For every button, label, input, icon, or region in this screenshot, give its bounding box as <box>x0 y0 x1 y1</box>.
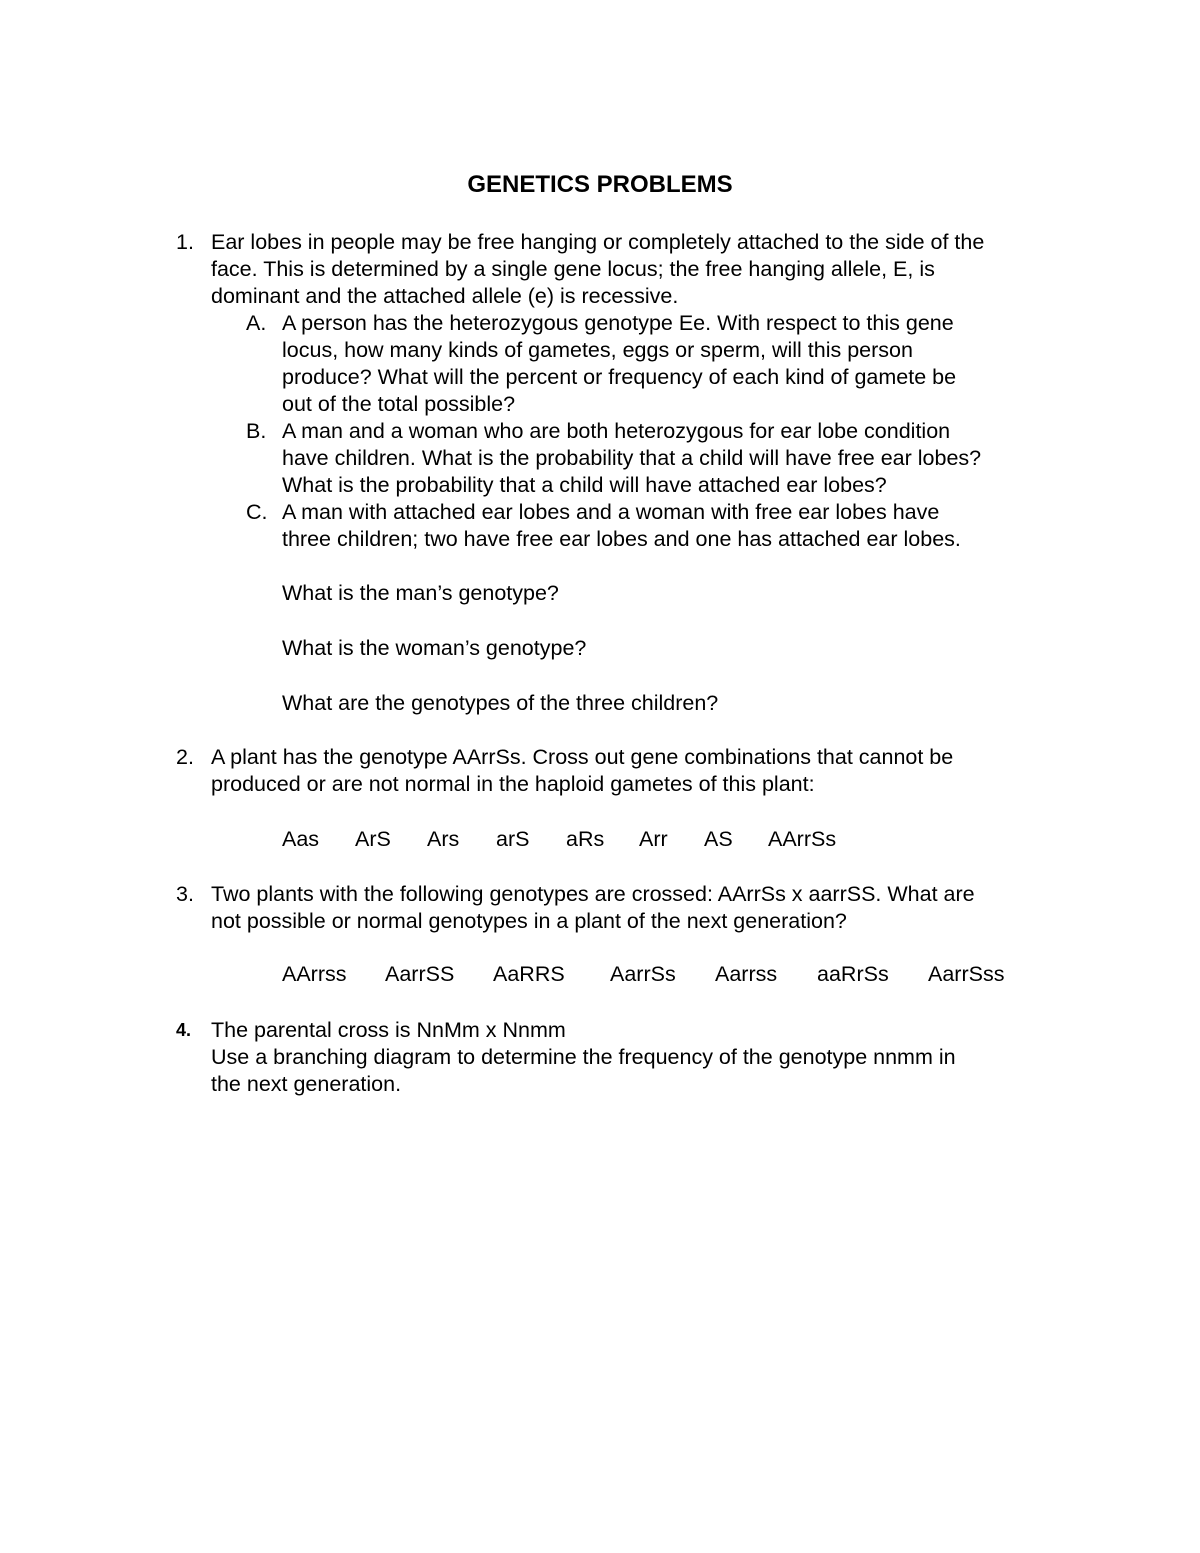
gamete-option: AS <box>704 827 733 851</box>
question-text-line: The parental cross is NnMm x Nnmm <box>211 1018 566 1042</box>
sub-question-text-line: A man with attached ear lobes and a woman with free ear lobes have <box>282 500 940 524</box>
genotype-option: AarrSss <box>928 962 1005 986</box>
genotype-option: AArrss <box>282 962 347 986</box>
page-title: GENETICS PROBLEMS <box>467 171 733 198</box>
genotype-option: AaRRS <box>493 962 565 986</box>
genotype-option: AarrSS <box>385 962 455 986</box>
question-text-line: dominant and the attached allele (e) is recessive. <box>211 284 679 308</box>
question-number: 2. <box>176 745 194 769</box>
gamete-option: Arr <box>639 827 668 851</box>
gamete-option: Aas <box>282 827 320 851</box>
children-genotype-question: What are the genotypes of the three children? <box>282 691 719 715</box>
sub-question-text-line: A person has the heterozygous genotype Ee. With respect to this gene <box>282 311 954 335</box>
question-text-line: the next generation. <box>211 1072 402 1096</box>
gamete-option: arS <box>496 827 530 851</box>
gamete-option: aRs <box>566 827 605 851</box>
question-number: 1. <box>176 230 194 254</box>
sub-question-letter: A. <box>246 311 267 335</box>
sub-question-text-line: A man and a woman who are both heterozygous for ear lobe condition <box>282 419 951 443</box>
question-text-line: Two plants with the following genotypes are crossed: AArrSs x aarrSS. What are <box>211 882 975 906</box>
gamete-option: Ars <box>427 827 460 851</box>
gamete-option: AArrSs <box>768 827 837 851</box>
question-text-line: Ear lobes in people may be free hanging or completely attached to the side of the <box>211 230 985 254</box>
sub-question-text-line: produce? What will the percent or frequency of each kind of gamete be <box>282 365 957 389</box>
question-text-line: not possible or normal genotypes in a plant of the next generation? <box>211 909 847 933</box>
sub-question-letter: C. <box>246 500 268 524</box>
question-number: 3. <box>176 882 194 906</box>
question-text-line: face. This is determined by a single gene locus; the free hanging allele, E, is <box>211 257 935 281</box>
woman-genotype-question: What is the woman’s genotype? <box>282 636 587 660</box>
question-text-line: A plant has the genotype AArrSs. Cross out gene combinations that cannot be <box>211 745 954 769</box>
sub-question-letter: B. <box>246 419 267 443</box>
genotype-option: AarrSs <box>610 962 676 986</box>
genotype-option: Aarrss <box>715 962 778 986</box>
question-text-line: produced or are not normal in the haploid gametes of this plant: <box>211 772 815 796</box>
sub-question-text-line: What is the probability that a child will have attached ear lobes? <box>282 473 887 497</box>
question-text-line: Use a branching diagram to determine the frequency of the genotype nnmm in <box>211 1045 956 1069</box>
question-number: 4. <box>176 1020 192 1040</box>
sub-question-text-line: locus, how many kinds of gametes, eggs or sperm, will this person <box>282 338 913 362</box>
sub-question-text-line: have children. What is the probability that a child will have free ear lobes? <box>282 446 982 470</box>
sub-question-text-line: out of the total possible? <box>282 392 516 416</box>
genotype-option: aaRrSs <box>817 962 889 986</box>
man-genotype-question: What is the man’s genotype? <box>282 581 559 605</box>
sub-question-text-line: three children; two have free ear lobes and one has attached ear lobes. <box>282 527 961 551</box>
gamete-option: ArS <box>355 827 391 851</box>
